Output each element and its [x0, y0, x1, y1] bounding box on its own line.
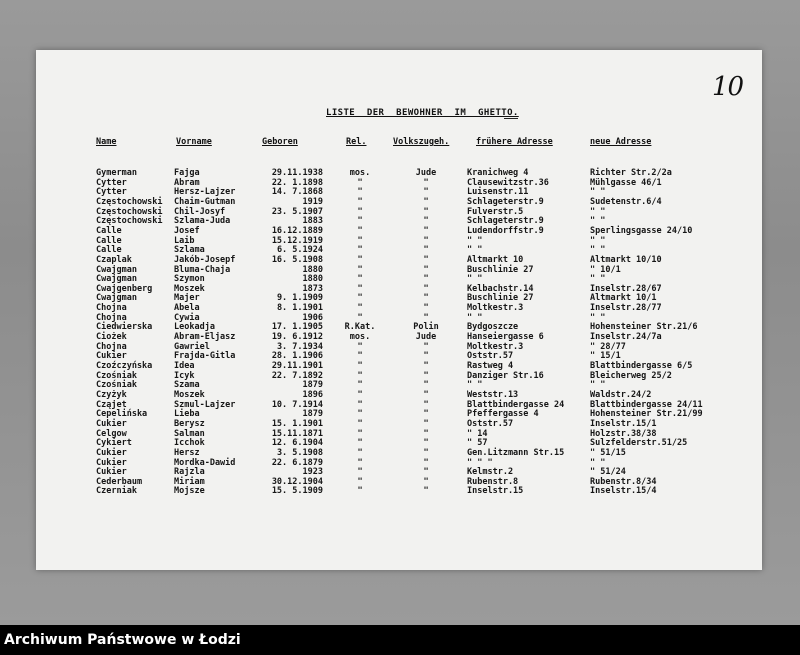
document-title: LISTE DER BEWOHNER IM GHETTO.	[326, 108, 519, 118]
resident-old-address: Altmarkt 10	[467, 254, 524, 265]
resident-birthdate: 1873	[302, 283, 323, 294]
resident-firstname: Abela	[174, 303, 200, 314]
resident-old-address: Rastweg 4	[467, 361, 514, 371]
resident-old-address: Kranichweg 4	[467, 168, 529, 178]
resident-religion: "	[357, 225, 363, 236]
resident-birthdate: 30.12.1904	[271, 476, 323, 487]
resident-birthdate: 28. 1.1906	[271, 351, 323, 362]
table-row	[0, 380, 800, 390]
page-number: 10	[712, 72, 744, 102]
resident-nationality: "	[423, 245, 429, 256]
resident-surname: Częstochowski	[96, 206, 163, 217]
resident-surname: Cwajgenberg	[96, 283, 153, 294]
resident-firstname: Hersz-Lajzer	[174, 187, 236, 198]
resident-religion: mos.	[349, 332, 371, 343]
resident-surname: Czośniak	[96, 370, 137, 381]
resident-firstname: Josef	[174, 225, 200, 236]
resident-firstname: Fajga	[174, 168, 200, 178]
resident-firstname: Szymon	[174, 274, 205, 285]
resident-old-address: " "	[467, 312, 483, 323]
table-row	[0, 226, 800, 236]
resident-new-address: " "	[590, 245, 606, 256]
resident-firstname: Icchok	[174, 438, 205, 449]
resident-old-address: " 14	[467, 428, 488, 439]
resident-birthdate: 1880	[302, 274, 323, 285]
resident-old-address: Oststr.57	[467, 418, 514, 429]
resident-firstname: Leokadja	[174, 322, 215, 333]
resident-firstname: Jakób-Josepf	[174, 254, 236, 265]
resident-firstname: Mordka-Dawid	[174, 457, 236, 468]
resident-surname: Cwajgman	[96, 264, 137, 275]
resident-firstname: Salman	[174, 428, 205, 439]
resident-nationality: "	[423, 293, 429, 304]
resident-nationality: "	[423, 476, 429, 487]
resident-firstname: Rajzla	[174, 467, 205, 478]
table-row	[0, 448, 800, 458]
resident-nationality: "	[423, 177, 429, 188]
resident-old-address: Danziger Str.16	[467, 370, 544, 381]
resident-new-address: Blattbindergasse 24/11	[590, 399, 703, 410]
resident-birthdate: 15. 1.1901	[271, 418, 323, 429]
resident-birthdate: 3. 7.1934	[276, 341, 323, 352]
resident-new-address: " 10/1	[590, 264, 621, 275]
resident-firstname: Abram-Eljasz	[174, 332, 236, 343]
resident-birthdate: 15.11.1871	[271, 428, 323, 439]
resident-religion: "	[357, 303, 363, 314]
resident-birthdate: 1883	[302, 216, 323, 227]
table-row	[0, 236, 800, 246]
resident-old-address: Clausewitzstr.36	[467, 177, 549, 188]
resident-nationality: "	[423, 438, 429, 449]
resident-old-address: " " "	[467, 457, 493, 468]
table-row	[0, 216, 800, 226]
resident-religion: "	[357, 312, 363, 323]
table-row	[0, 293, 800, 303]
resident-surname: Calle	[96, 235, 122, 246]
resident-firstname: Cywia	[174, 312, 200, 323]
resident-new-address: " "	[590, 235, 606, 246]
resident-birthdate: 1919	[302, 196, 323, 207]
resident-firstname: Hersz	[174, 447, 200, 458]
resident-nationality: Jude	[415, 332, 437, 343]
table-row	[0, 322, 800, 332]
resident-birthdate: 1896	[302, 389, 323, 400]
resident-birthdate: 17. 1.1905	[271, 322, 323, 333]
resident-religion: "	[357, 293, 363, 304]
header-vorname: Vorname	[176, 137, 212, 147]
resident-nationality: "	[423, 283, 429, 294]
resident-old-address: Moltkestr.3	[467, 303, 524, 314]
resident-old-address: Schlageterstr.9	[467, 196, 544, 207]
resident-surname: Cukier	[96, 467, 127, 478]
resident-religion: "	[357, 235, 363, 246]
resident-surname: Chojna	[96, 312, 127, 323]
resident-old-address: Oststr.57	[467, 351, 514, 362]
resident-old-address: Schlageterstr.9	[467, 216, 544, 227]
table-row	[0, 178, 800, 188]
resident-firstname: Frajda-Gitla	[174, 351, 236, 362]
resident-nationality: "	[423, 196, 429, 207]
table-row	[0, 390, 800, 400]
resident-new-address: Waldstr.24/2	[590, 389, 652, 400]
resident-religion: "	[357, 447, 363, 458]
table-row	[0, 303, 800, 313]
resident-religion: "	[357, 216, 363, 227]
resident-firstname: Majer	[174, 293, 200, 304]
resident-old-address: Moltkestr.3	[467, 341, 524, 352]
resident-religion: "	[357, 370, 363, 381]
resident-religion: "	[357, 361, 363, 371]
resident-religion: "	[357, 476, 363, 487]
resident-birthdate: 1879	[302, 409, 323, 420]
resident-nationality: "	[423, 303, 429, 314]
archive-footer	[0, 625, 800, 655]
resident-firstname: Moszek	[174, 389, 205, 400]
resident-surname: Chojna	[96, 303, 127, 314]
resident-new-address: Inselstr.24/7a	[590, 332, 662, 343]
resident-firstname: Mojsze	[174, 486, 205, 497]
resident-new-address: Sulzfelderstr.51/25	[590, 438, 688, 449]
resident-nationality: "	[423, 418, 429, 429]
resident-old-address: Rubenstr.8	[467, 476, 519, 487]
resident-new-address: Blattbindergasse 6/5	[590, 361, 693, 371]
table-row	[0, 197, 800, 207]
header-new-address: neue Adresse	[590, 137, 652, 147]
resident-new-address: " "	[590, 380, 606, 391]
resident-new-address: " 28/77	[590, 341, 626, 352]
resident-old-address: Kelbachstr.14	[467, 283, 534, 294]
resident-surname: Celgow	[96, 428, 127, 439]
resident-birthdate: 22. 7.1892	[271, 370, 323, 381]
resident-religion: "	[357, 380, 363, 391]
resident-new-address: " "	[590, 312, 606, 323]
resident-religion: "	[357, 389, 363, 400]
resident-birthdate: 10. 7.1914	[271, 399, 323, 410]
resident-surname: Ciedwierska	[96, 322, 153, 333]
table-row	[0, 255, 800, 265]
resident-firstname: Bluma-Chaja	[174, 264, 231, 275]
resident-new-address: Hohensteiner Str.21/99	[590, 409, 703, 420]
resident-religion: "	[357, 264, 363, 275]
resident-old-address: Hanseiergasse 6	[467, 332, 544, 343]
resident-surname: Czaplak	[96, 254, 132, 265]
resident-new-address: Sperlingsgasse 24/10	[590, 225, 693, 236]
resident-old-address: Blattbindergasse 24	[467, 399, 565, 410]
table-row	[0, 486, 800, 496]
resident-nationality: "	[423, 206, 429, 217]
resident-old-address: Ludendorffstr.9	[467, 225, 544, 236]
resident-religion: "	[357, 409, 363, 420]
resident-religion: "	[357, 399, 363, 410]
resident-surname: Cwajgman	[96, 274, 137, 285]
resident-birthdate: 1923	[302, 467, 323, 478]
resident-old-address: " 57	[467, 438, 488, 449]
resident-religion: mos.	[349, 168, 371, 178]
resident-surname: Cukier	[96, 457, 127, 468]
resident-firstname: Miriam	[174, 476, 205, 487]
resident-surname: Cukier	[96, 447, 127, 458]
table-row	[0, 187, 800, 197]
resident-religion: R.Kat.	[344, 322, 376, 333]
resident-birthdate: 16.12.1889	[271, 225, 323, 236]
resident-religion: "	[357, 351, 363, 362]
table-row	[0, 274, 800, 284]
resident-birthdate: 3. 5.1908	[276, 447, 323, 458]
resident-religion: "	[357, 177, 363, 188]
resident-old-address: Luisenstr.11	[467, 187, 529, 198]
resident-birthdate: 9. 1.1909	[276, 293, 323, 304]
resident-new-address: " "	[590, 187, 606, 198]
resident-birthdate: 1879	[302, 380, 323, 391]
resident-birthdate: 8. 1.1901	[276, 303, 323, 314]
resident-surname: Cwajgman	[96, 293, 137, 304]
resident-new-address: Inselstr.15/1	[590, 418, 657, 429]
resident-birthdate: 16. 5.1908	[271, 254, 323, 265]
resident-firstname: Chil-Josyf	[174, 206, 226, 217]
resident-firstname: Lieba	[174, 409, 200, 420]
resident-birthdate: 14. 7.1868	[271, 187, 323, 198]
resident-new-address: Rubenstr.8/34	[590, 476, 657, 487]
resident-birthdate: 19. 6.1912	[271, 332, 323, 343]
resident-old-address: Fulverstr.5	[467, 206, 524, 217]
resident-nationality: "	[423, 312, 429, 323]
resident-surname: Czyżyk	[96, 389, 127, 400]
header-old-address: frühere Adresse	[476, 137, 553, 147]
resident-new-address: Altmarkt 10/1	[590, 293, 657, 304]
resident-religion: "	[357, 187, 363, 198]
resident-new-address: Altmarkt 10/10	[590, 254, 662, 265]
resident-old-address: Gen.Litzmann Str.15	[467, 447, 565, 458]
resident-surname: Ciożek	[96, 332, 127, 343]
resident-nationality: "	[423, 351, 429, 362]
resident-religion: "	[357, 486, 363, 497]
resident-birthdate: 15.12.1919	[271, 235, 323, 246]
resident-new-address: Inselstr.15/4	[590, 486, 657, 497]
header-rel: Rel.	[346, 137, 367, 147]
resident-surname: Cytter	[96, 177, 127, 188]
table-row	[0, 467, 800, 477]
resident-surname: Cepelińska	[96, 409, 148, 420]
resident-firstname: Szmul-Lajzer	[174, 399, 236, 410]
resident-nationality: "	[423, 264, 429, 275]
resident-new-address: " "	[590, 206, 606, 217]
resident-surname: Cząjet	[96, 399, 127, 410]
resident-birthdate: 15. 5.1909	[271, 486, 323, 497]
resident-surname: Czoźczyńska	[96, 361, 153, 371]
resident-new-address: " 51/24	[590, 467, 626, 478]
resident-old-address: Kelmstr.2	[467, 467, 514, 478]
resident-surname: Cykiert	[96, 438, 132, 449]
resident-birthdate: 29.11.1901	[271, 361, 323, 371]
resident-religion: "	[357, 206, 363, 217]
resident-old-address: Weststr.13	[467, 389, 519, 400]
resident-birthdate: 29.11.1938	[271, 168, 323, 178]
resident-old-address: " "	[467, 380, 483, 391]
resident-firstname: Icyk	[174, 370, 195, 381]
header-volkszugeh: Volkszugeh.	[393, 137, 450, 147]
resident-surname: Cukier	[96, 351, 127, 362]
resident-new-address: Richter Str.2/2a	[590, 168, 672, 178]
table-row	[0, 245, 800, 255]
resident-nationality: "	[423, 254, 429, 265]
table-row	[0, 361, 800, 371]
resident-surname: Czerniak	[96, 486, 137, 497]
resident-religion: "	[357, 245, 363, 256]
resident-nationality: "	[423, 187, 429, 198]
resident-nationality: "	[423, 389, 429, 400]
resident-nationality: Jude	[415, 168, 437, 178]
resident-surname: Częstochowski	[96, 216, 163, 227]
table-row	[0, 168, 800, 178]
header-geboren: Geboren	[262, 137, 298, 147]
resident-nationality: "	[423, 361, 429, 371]
resident-new-address: " "	[590, 216, 606, 227]
resident-firstname: Chaim-Gutman	[174, 196, 236, 207]
resident-firstname: Szama	[174, 380, 200, 391]
resident-nationality: "	[423, 447, 429, 458]
resident-surname: Częstochowski	[96, 196, 163, 207]
resident-birthdate: 23. 5.1907	[271, 206, 323, 217]
header-name: Name	[96, 137, 117, 147]
resident-new-address: Inselstr.28/77	[590, 303, 662, 314]
title-underline-dash	[504, 118, 518, 119]
resident-new-address: " "	[590, 457, 606, 468]
resident-firstname: Berysz	[174, 418, 205, 429]
resident-nationality: "	[423, 341, 429, 352]
resident-religion: "	[357, 274, 363, 285]
resident-nationality: "	[423, 486, 429, 497]
resident-old-address: " "	[467, 235, 483, 246]
resident-birthdate: 1906	[302, 312, 323, 323]
resident-surname: Cukier	[96, 418, 127, 429]
resident-old-address: " "	[467, 245, 483, 256]
resident-birthdate: 22. 6.1879	[271, 457, 323, 468]
resident-religion: "	[357, 196, 363, 207]
resident-surname: Calle	[96, 225, 122, 236]
resident-new-address: " 15/1	[590, 351, 621, 362]
resident-religion: "	[357, 467, 363, 478]
resident-old-address: Pfeffergasse 4	[467, 409, 539, 420]
resident-surname: Gymerman	[96, 168, 137, 178]
resident-nationality: "	[423, 216, 429, 227]
resident-firstname: Szlama	[174, 245, 205, 256]
resident-old-address: " "	[467, 274, 483, 285]
resident-religion: "	[357, 283, 363, 294]
resident-nationality: "	[423, 235, 429, 246]
resident-nationality: "	[423, 409, 429, 420]
resident-new-address: Sudetenstr.6/4	[590, 196, 662, 207]
resident-nationality: Polin	[413, 322, 439, 333]
resident-religion: "	[357, 341, 363, 352]
resident-religion: "	[357, 428, 363, 439]
resident-religion: "	[357, 438, 363, 449]
table-row	[0, 438, 800, 448]
resident-birthdate: 1880	[302, 264, 323, 275]
table-row	[0, 458, 800, 468]
table-row	[0, 409, 800, 419]
resident-new-address: Holzstr.38/38	[590, 428, 657, 439]
resident-surname: Cederbaum	[96, 476, 143, 487]
resident-new-address: Inselstr.28/67	[590, 283, 662, 294]
resident-religion: "	[357, 254, 363, 265]
resident-nationality: "	[423, 428, 429, 439]
resident-religion: "	[357, 418, 363, 429]
resident-new-address: " "	[590, 274, 606, 285]
resident-firstname: Szlama-Juda	[174, 216, 231, 227]
resident-new-address: Hohensteiner Str.21/6	[590, 322, 698, 333]
resident-old-address: Buschlinie 27	[467, 293, 534, 304]
resident-old-address: Bydgoszcze	[467, 322, 519, 333]
resident-nationality: "	[423, 274, 429, 285]
resident-firstname: Gawriel	[174, 341, 210, 352]
resident-old-address: Buschlinie 27	[467, 264, 534, 275]
resident-nationality: "	[423, 380, 429, 391]
resident-firstname: Idea	[174, 361, 195, 371]
archive-name: Archiwum Państwowe w Łodzi	[4, 632, 241, 648]
resident-surname: Cytter	[96, 187, 127, 198]
table-row	[0, 351, 800, 361]
resident-birthdate: 6. 5.1924	[276, 245, 323, 256]
table-row	[0, 265, 800, 275]
resident-firstname: Moszek	[174, 283, 205, 294]
resident-new-address: " 51/15	[590, 447, 626, 458]
resident-birthdate: 12. 6.1904	[271, 438, 323, 449]
resident-nationality: "	[423, 467, 429, 478]
resident-nationality: "	[423, 370, 429, 381]
table-row	[0, 332, 800, 342]
resident-firstname: Abram	[174, 177, 200, 188]
resident-new-address: Mühlgasse 46/1	[590, 177, 662, 188]
resident-nationality: "	[423, 225, 429, 236]
resident-surname: Calle	[96, 245, 122, 256]
resident-surname: Czośniak	[96, 380, 137, 391]
resident-new-address: Bleicherweg 25/2	[590, 370, 672, 381]
resident-firstname: Laib	[174, 235, 195, 246]
resident-birthdate: 22. 1.1898	[271, 177, 323, 188]
resident-nationality: "	[423, 457, 429, 468]
resident-religion: "	[357, 457, 363, 468]
resident-old-address: Inselstr.15	[467, 486, 524, 497]
table-row	[0, 419, 800, 429]
resident-nationality: "	[423, 399, 429, 410]
resident-surname: Chojna	[96, 341, 127, 352]
